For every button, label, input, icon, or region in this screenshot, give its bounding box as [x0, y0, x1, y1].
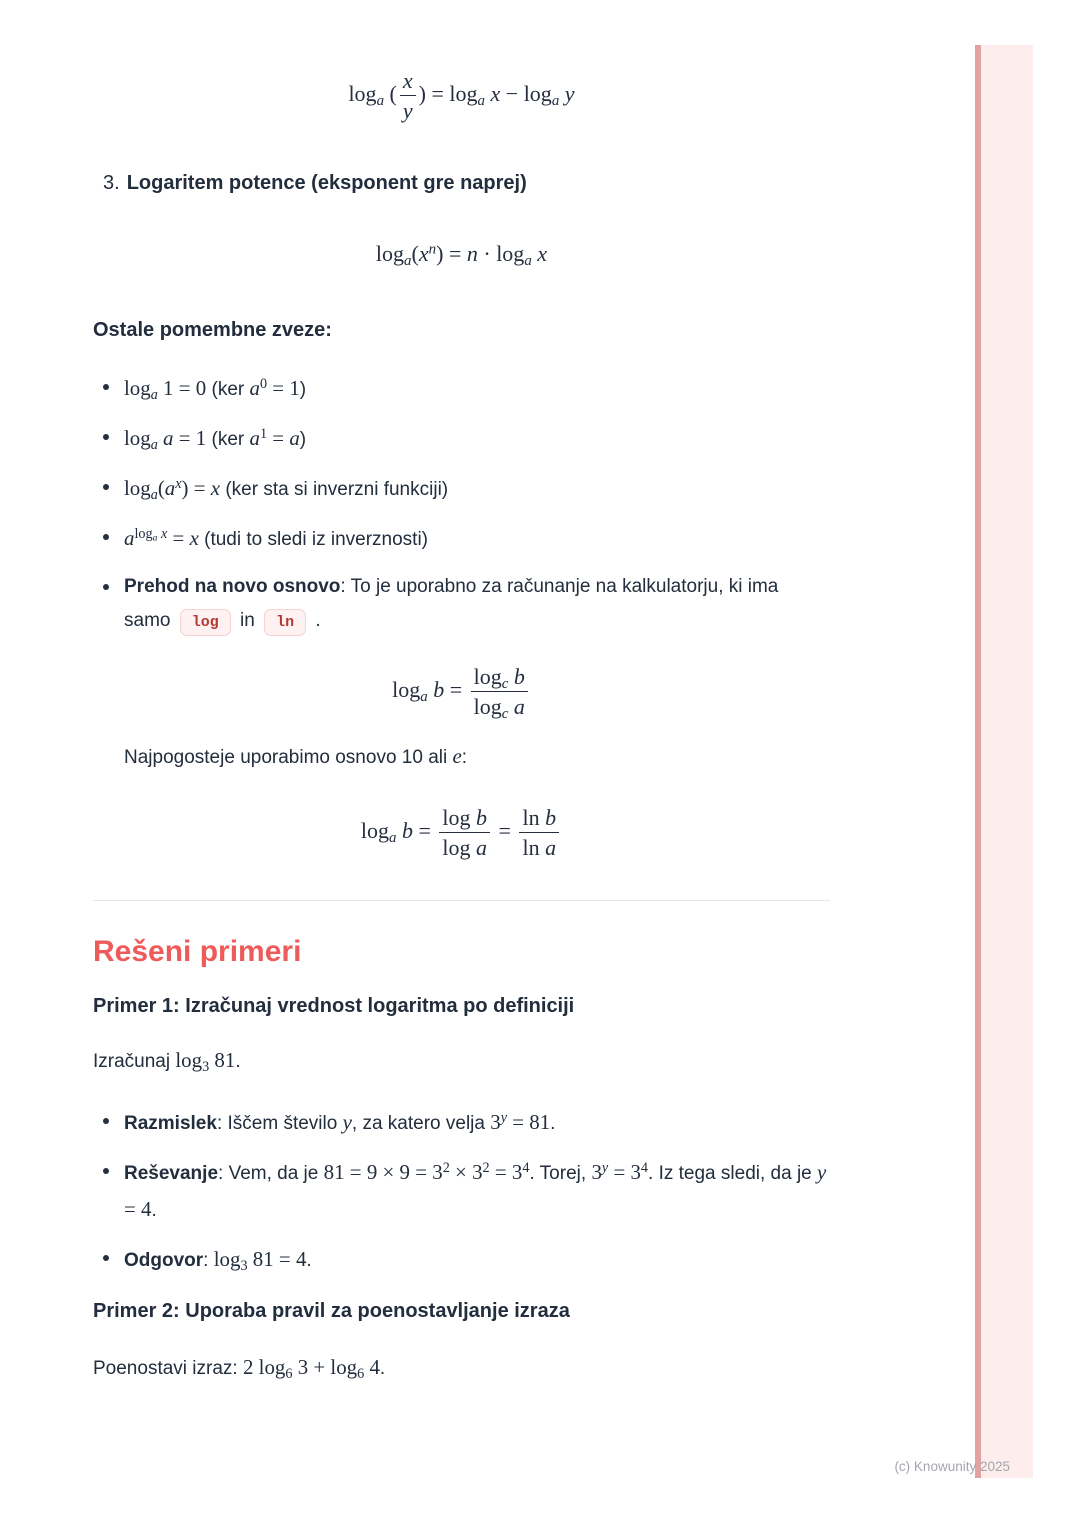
- relations-list: [93, 370, 830, 638]
- list-item-base-change: Prehod na novo osnovo: To je uporabno za računanje na kalkulatorju, ki ima samo log in ln .: [93, 570, 830, 638]
- list-item: $\log_a 1 = 0$ (ker $a^0 = 1$): [93, 370, 830, 407]
- heading-other-relations: Ostale pomembne zveze:: [93, 318, 332, 341]
- list-item: $a^{log_a x} = x$ (tudi to sledi iz inverznosti): [93, 520, 830, 557]
- heading-example-2: Primer 2: Uporaba pravil za poenostavljanje izraza: [93, 1300, 570, 1323]
- list-item: $\log_a(a^x) = x$ (ker sta si inverzni funkciji): [93, 470, 830, 507]
- formula-base-10-e: $\log_a b$ = $\frac{\text{log b}}{\text{log a}}$ = $\frac{\text{ln b}}{\text{ln a}}$: [93, 805, 830, 861]
- inline-code-badge: ln: [264, 609, 306, 636]
- heading-example-1: Primer 1: Izračunaj vrednost logaritma po definiciji: [93, 995, 575, 1018]
- note-common-bases: Najpogosteje uporabimo osnovo 10 ali e:: [124, 743, 468, 768]
- list-item: $\log_a a = 1$ (ker $a^1 = a$): [93, 420, 830, 457]
- step-resevanje: Reševanje: Vem, da je $81 = 9 \times 9 = 3^2 \times 3^2 = 3^4$. Torej, $3^y = 3^4$. Iz tega sledi, da je y = 4.: [93, 1154, 830, 1228]
- heading-power-rule: [93, 172, 830, 195]
- step-razmislek: Razmislek: Iščem število y, za katero velja 3$^y$ = 81.: [93, 1104, 830, 1141]
- step-odgovor: Odgovor: $\log_3 81 = 4$.: [93, 1241, 830, 1278]
- formula-log-power: $\log_a(x^n) = n \cdot \log_a x$: [375, 240, 548, 269]
- formula-log-quotient: $\log_a$ ( $\frac{x}{y}$ ) = $\log_a x - \log_a y$: [348, 68, 575, 124]
- highlight-strip: [981, 45, 1033, 1478]
- heading-power-rule-text: Logaritem potence (eksponent gre naprej): [126, 171, 527, 194]
- example-1-steps: [93, 1104, 830, 1279]
- inline-code-badge: log: [180, 609, 231, 636]
- example-2-task: Poenostavi izraz: 2 $\log_6 3 + \log_6 4$.: [93, 1355, 386, 1383]
- copyright-footer: (c) Knowunity 2025: [894, 1459, 1010, 1474]
- document-content: [93, 0, 830, 1387]
- heading-number: 3.: [103, 171, 120, 194]
- heading-solved-examples: Rešeni primeri: [93, 935, 302, 969]
- formula-base-change: $\log_a b$ = $\frac{\log_c b}{\log_c a}$: [93, 664, 830, 720]
- section-divider: [93, 900, 830, 901]
- example-1-task: Izračunaj $\log_3 81$.: [93, 1048, 241, 1076]
